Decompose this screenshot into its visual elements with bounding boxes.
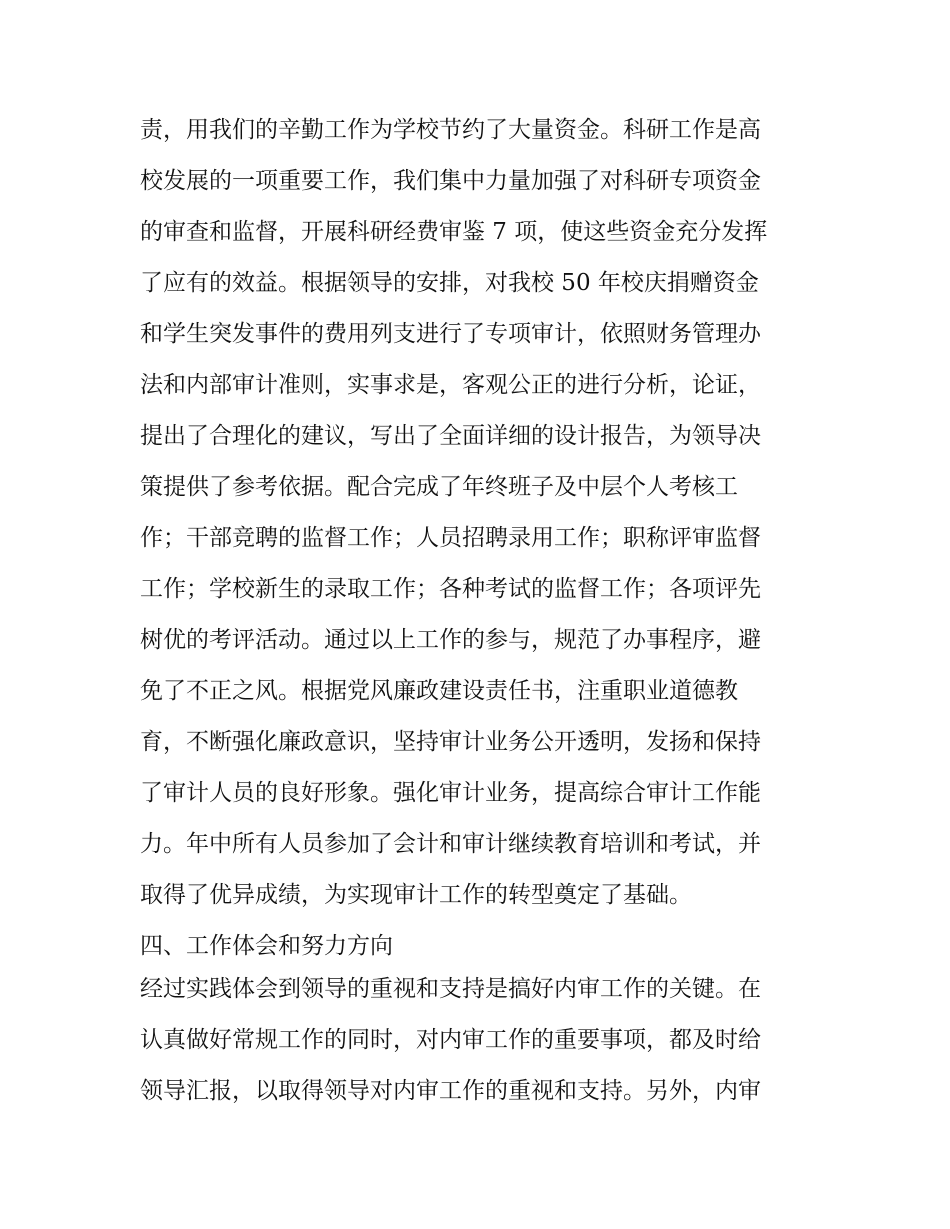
text-line: 经过实践体会到领导的重视和支持是搞好内审工作的关键。在 [140, 976, 761, 1002]
section-heading: 四、工作体会和努力方向 [140, 933, 393, 959]
text-line: 树优的考评活动。通过以上工作的参与，规范了办事程序，避 [140, 627, 761, 653]
text-line: 了审计人员的良好形象。强化审计业务，提高综合审计工作能 [140, 780, 761, 806]
text-line: 责，用我们的辛勤工作为学校节约了大量资金。科研工作是高 [140, 117, 761, 143]
text-line: 校发展的一项重要工作，我们集中力量加强了对科研专项资金 [140, 168, 761, 194]
text-line: 免了不正之风。根据党风廉政建设责任书，注重职业道德教 [140, 678, 738, 704]
text-line: 策提供了参考依据。配合完成了年终班子及中层个人考核工 [140, 474, 738, 500]
text-line: 了应有的效益。根据领导的安排，对我校 50 年校庆捐赠资金 [140, 270, 759, 296]
text-line: 取得了优异成绩，为实现审计工作的转型奠定了基础。 [140, 882, 692, 908]
text-line: 的审查和监督，开展科研经费审鉴 7 项，使这些资金充分发挥 [140, 219, 768, 245]
text-line: 领导汇报，以取得领导对内审工作的重视和支持。另外，内审 [140, 1078, 761, 1104]
body-text [140, 109, 820, 1121]
text-line: 育，不断强化廉政意识，坚持审计业务公开透明，发扬和保持 [140, 729, 761, 755]
text-line: 工作；学校新生的录取工作；各种考试的监督工作；各项评先 [140, 576, 761, 602]
text-line: 法和内部审计准则，实事求是，客观公正的进行分析，论证， [140, 372, 761, 398]
text-line: 作；干部竞聘的监督工作；人员招聘录用工作；职称评审监督 [140, 525, 761, 551]
text-line: 提出了合理化的建议，写出了全面详细的设计报告，为领导决 [140, 423, 761, 449]
text-line: 和学生突发事件的费用列支进行了专项审计，依照财务管理办 [140, 321, 761, 347]
text-line: 认真做好常规工作的同时，对内审工作的重要事项，都及时给 [140, 1027, 761, 1053]
text-line: 力。年中所有人员参加了会计和审计继续教育培训和考试，并 [140, 831, 761, 857]
